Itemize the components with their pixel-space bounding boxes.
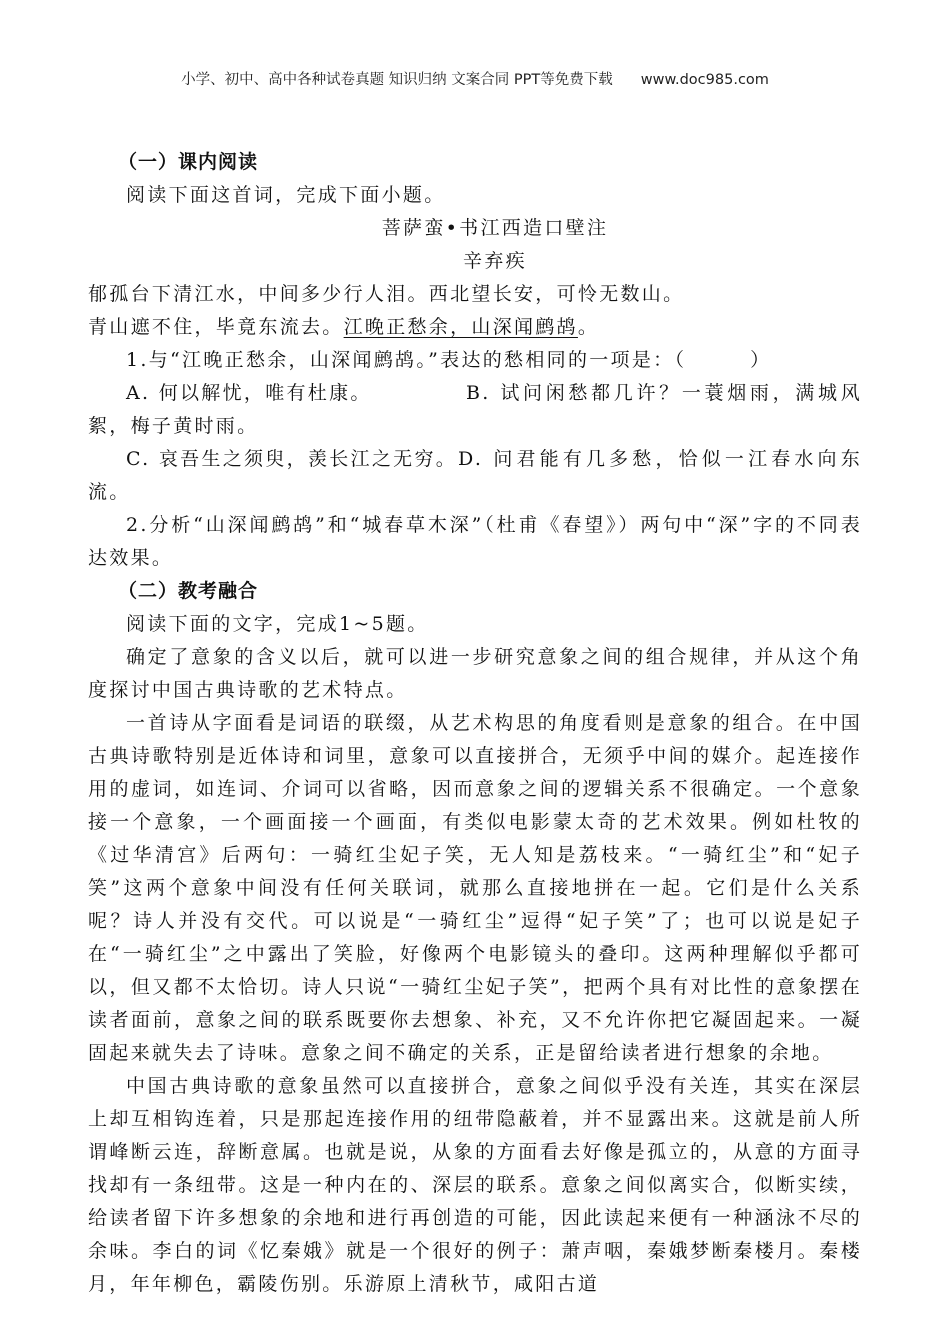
poem-line-2a: 青山遮不住，毕竟东流去。 [88,316,344,338]
section2-title: （二）教考融合 [118,580,259,602]
poem-line-2 [88,311,862,344]
option-b: B. 试问闲愁都几许？一蓑烟雨，满城风絮，梅子黄时雨。 [88,382,862,437]
document-body [88,146,862,1301]
question-2: 2.分析“山深闻鹧鸪”和“城春草木深”（杜甫《春望》）两句中“深”字的不同表达效果。 [88,514,862,569]
poem-underlined-text: 江晚正愁余，山深闻鹧鸪 [343,316,578,338]
header-url: www.doc985.com [640,72,769,88]
poem-line-1: 郁孤台下清江水，中间多少行人泪。西北望长安，可怜无数山。 [88,283,685,305]
options-cd [88,443,862,509]
section1-instruction: 阅读下面这首词，完成下面小题。 [126,184,446,206]
options-ab [88,377,862,443]
poem-line-2c: 。 [577,316,600,338]
section2-instruction: 阅读下面的文字，完成1~5题。 [126,613,429,635]
question-1: 1.与“江晚正愁余，山深闻鹧鸪。”表达的愁相同的一项是：（ ） [126,349,772,371]
option-a: A. 何以解忧，唯有杜康。 [126,382,372,404]
header-text: 小学、初中、高中各种试卷真题 知识归纳 文案合同 PPT等免费下载 [181,72,613,88]
passage-paragraph-3: 中国古典诗歌的意象虽然可以直接拼合，意象之间似乎没有关连，其实在深层上却互相钩连着，只是那起连接作用的纽带隐蔽着，并不显露出来。这就是前人所谓峰断云连，辞断意属。也就是说，从象的方面看去好像是孤立的，从意的方面寻找却有一条纽带。这是一种内在的、深层的联系。意象之间似离实合，似断实续，给读者留下许多想象的余地和进行再创造的可能，因此读起来便有一种涵泳不尽的余味。李白的词《忆秦娥》就是一个很好的例子：萧声咽，秦娥梦断秦楼月。秦楼月，年年柳色，霸陵伤别。乐游原上清秋节，咸阳古道 [88,1075,862,1295]
poem-title: 菩萨蛮•书江西造口壁注 [381,217,609,239]
passage-paragraph-2: 一首诗从字面看是词语的联缀，从艺术构思的角度看则是意象的组合。在中国古典诗歌特别是近体诗和词里，意象可以直接拼合，无须乎中间的媒介。起连接作用的虚词，如连词、介词可以省略，因而意象之间的逻辑关系不很确定。一个意象接一个意象，一个画面接一个画面，有类似电影蒙太奇的艺术效果。例如杜牧的《过华清宫》后两句：一骑红尘妃子笑，无人知是荔枝来。“一骑红尘”和“妃子笑”这两个意象中间没有任何关联词，就那么直接地拼在一起。它们是什么关系呢？诗人并没有交代。可以说是“一骑红尘”逗得“妃子笑”了；也可以说是妃子在“一骑红尘”之中露出了笑脸，好像两个电影镜头的叠印。这两种理解似乎都可以，但又都不太恰切。诗人只说“一骑红尘妃子笑”，把两个具有对比性的意象摆在读者面前，意象之间的联系既要你去想象、补充，又不允许你把它凝固起来。一凝固起来就失去了诗味。意象之间不确定的关系，正是留给读者进行想象的余地。 [88,712,862,1064]
poem-author: 辛弃疾 [463,250,527,272]
page-header [0,68,950,89]
option-c: C. 哀吾生之须臾，羡长江之无穷。 [126,448,458,470]
section1-title: （一）课内阅读 [118,151,259,173]
passage-paragraph-1: 确定了意象的含义以后，就可以进一步研究意象之间的组合规律，并从这个角度探讨中国古典诗歌的艺术特点。 [88,646,862,701]
option-d: D. 问君能有几多愁，恰似一江春水向东流。 [88,448,862,503]
